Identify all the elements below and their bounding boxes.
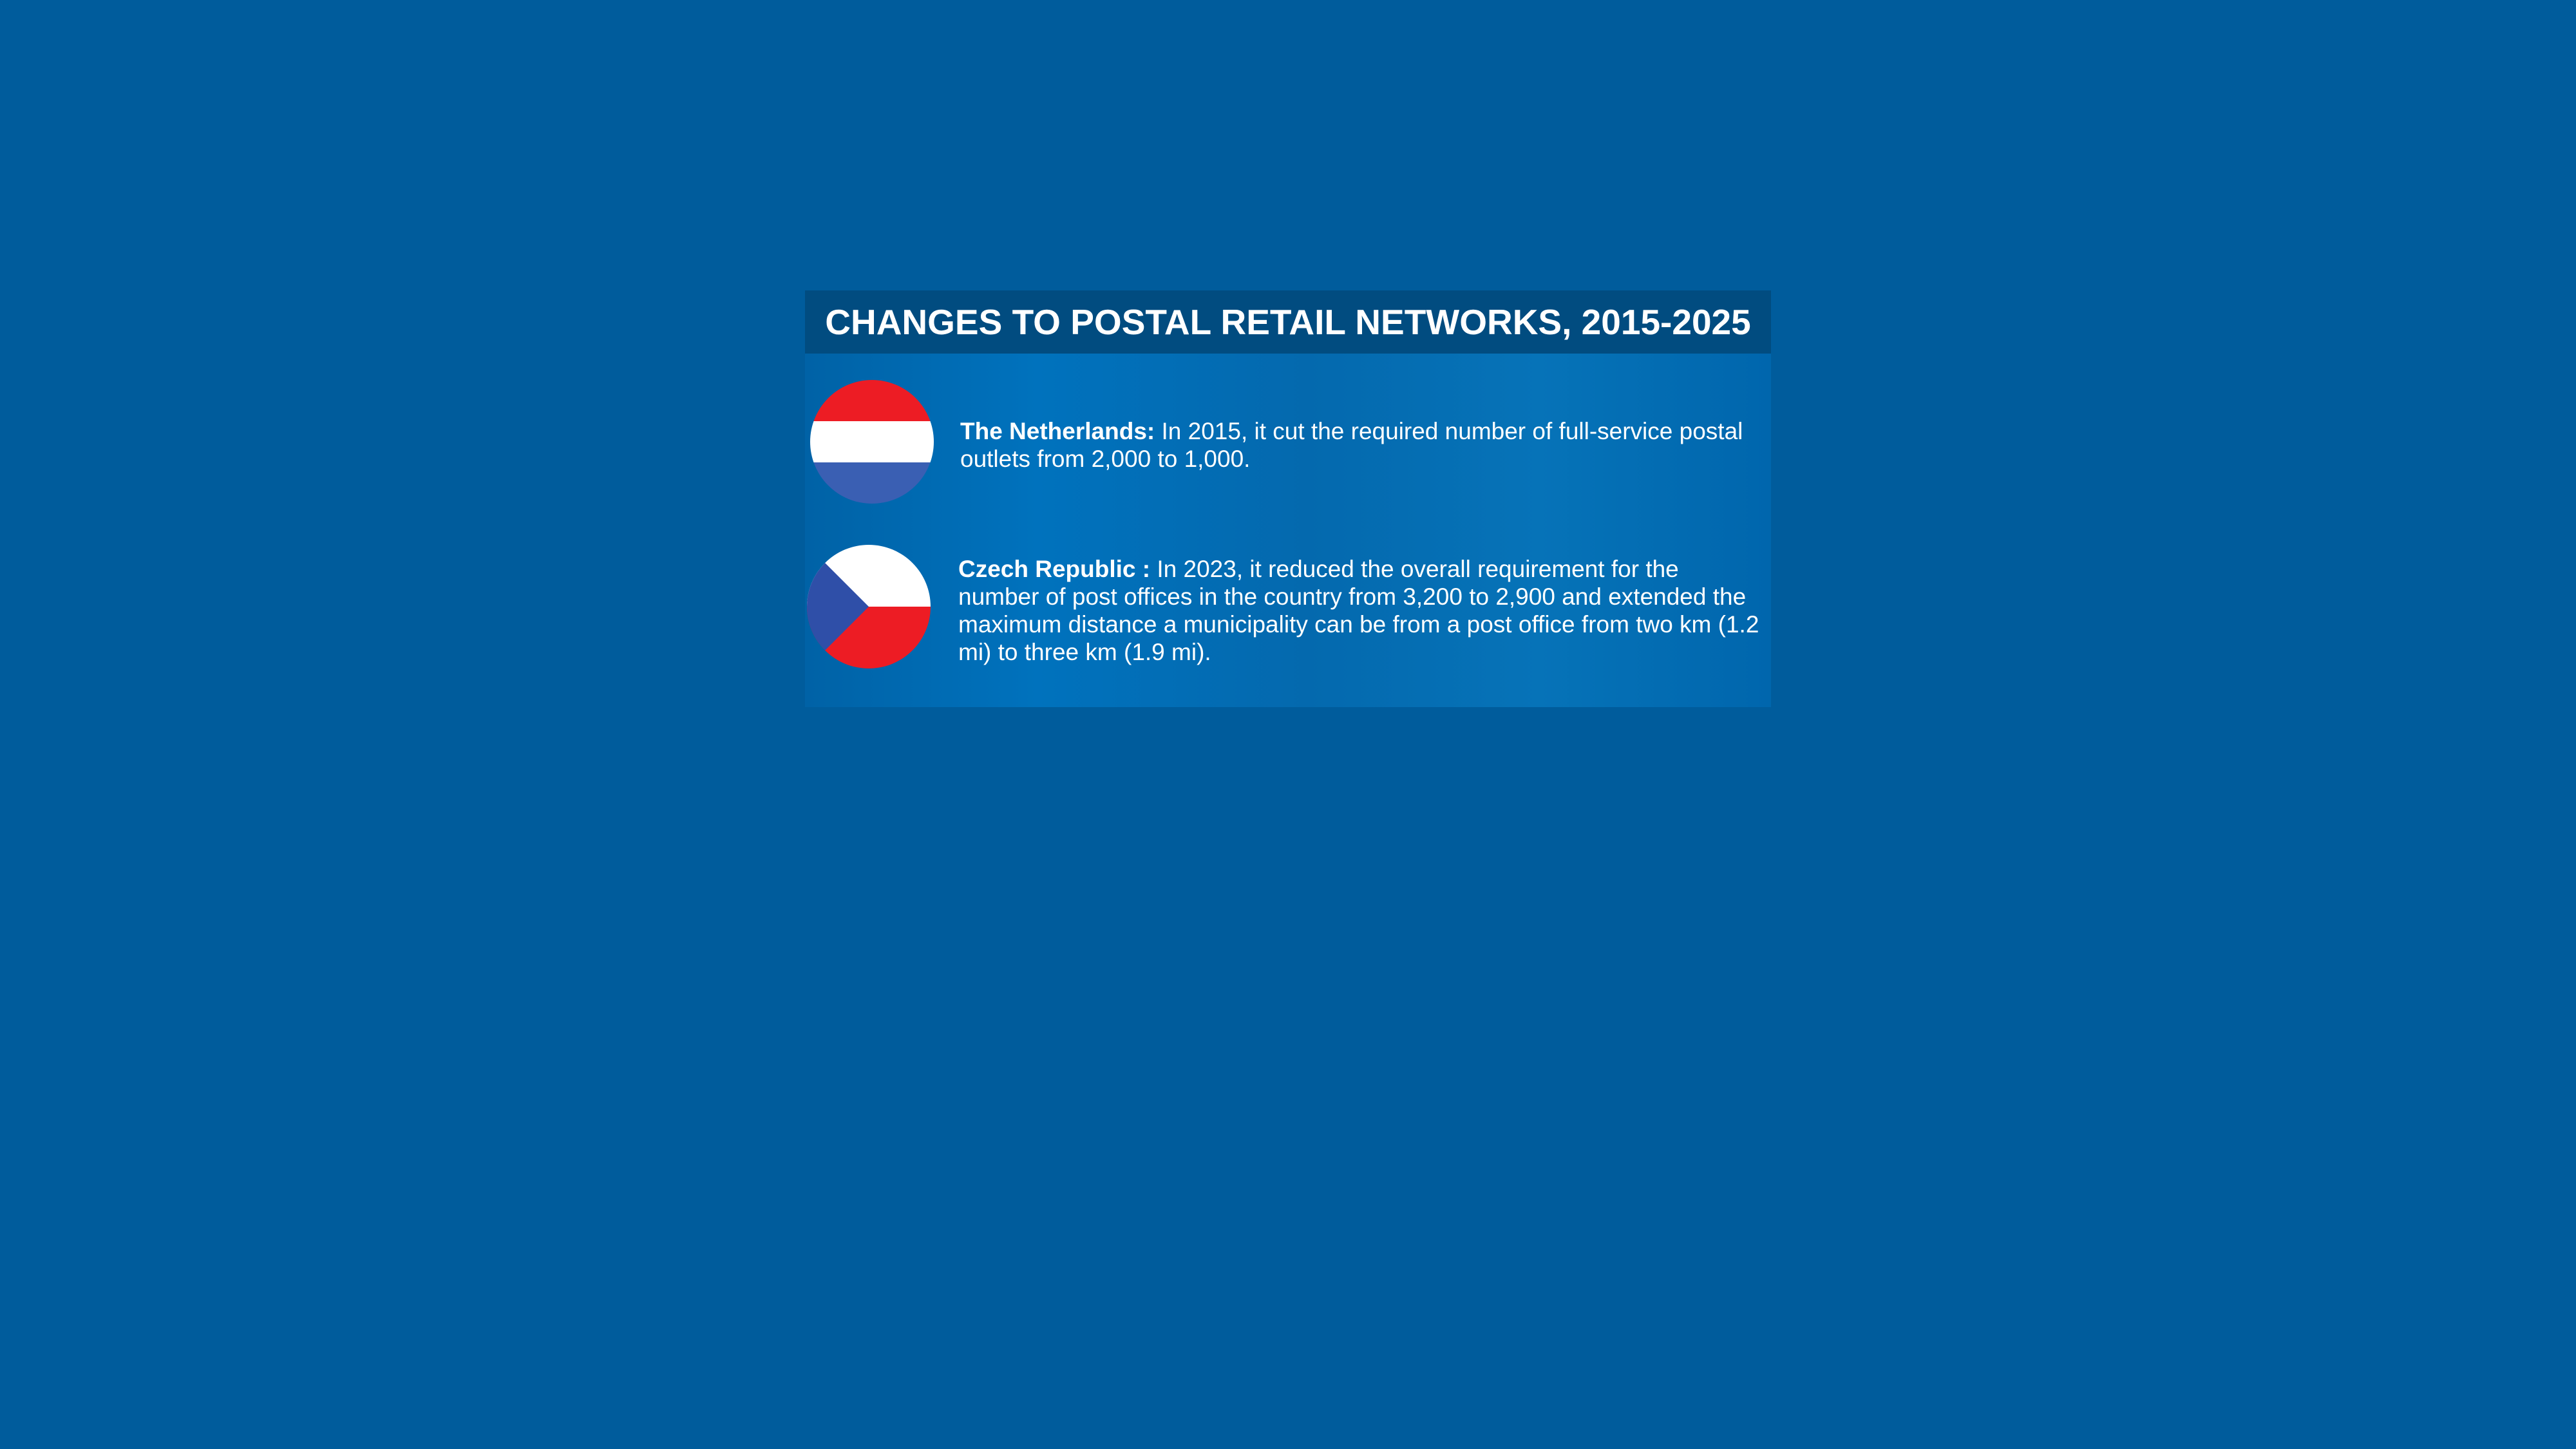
page-title: CHANGES TO POSTAL RETAIL NETWORKS, 2015-2025 — [825, 302, 1751, 342]
country-name: The Netherlands: — [960, 418, 1155, 444]
czech-description — [958, 555, 1763, 666]
list-item-netherlands — [805, 379, 1771, 504]
title-bar — [805, 290, 1771, 354]
description-text: In 2023, it reduced the overall requirement for the number of post offices in the country from 3,200 to 2,900 and extended the maximum distance a municipality can be from a post office from two km (1.2 mi) to three km (1.9 mi). — [958, 556, 1759, 665]
netherlands-description — [960, 417, 1759, 473]
info-panel — [805, 290, 1771, 707]
netherlands-flag-icon — [810, 380, 934, 504]
list-item-czech-republic — [805, 544, 1771, 669]
czech-flag-icon — [807, 545, 931, 668]
country-name: Czech Republic : — [958, 556, 1151, 582]
description-text: In 2015, it cut the required number of full-service postal outlets from 2,000 to 1,000. — [960, 418, 1743, 472]
